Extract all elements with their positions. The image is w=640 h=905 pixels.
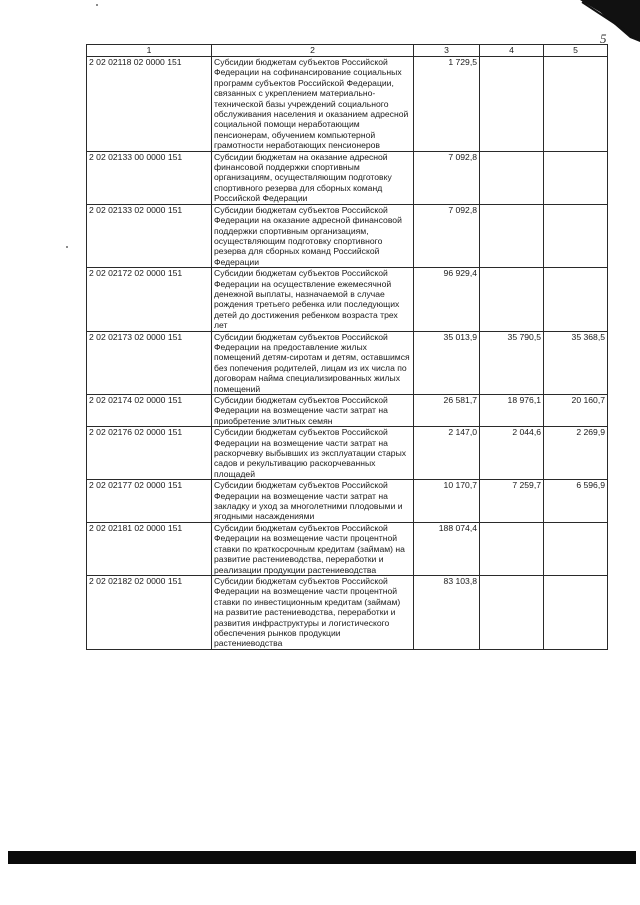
scan-speck xyxy=(66,246,68,248)
row-col3: 83 103,8 xyxy=(414,575,480,649)
page-number: 5 xyxy=(600,31,607,46)
row-col4 xyxy=(480,57,544,152)
row-col5 xyxy=(544,575,608,649)
row-col5 xyxy=(544,522,608,575)
row-name: Субсидии бюджетам субъектов Российской Федерации на возмещение части процентной ставки по краткосрочным кредитам (займам) на развитие растениеводства, переработки и реализации продукции растениеводства xyxy=(212,522,414,575)
scan-corner-mark xyxy=(580,0,640,42)
row-col3: 35 013,9 xyxy=(414,331,480,394)
header-col-4: 4 xyxy=(480,45,544,57)
row-col4: 7 259,7 xyxy=(480,480,544,523)
header-col-2: 2 xyxy=(212,45,414,57)
row-name: Субсидии бюджетам субъектов Российской Федерации на возмещение части затрат на закладку и уход за многолетними плодовыми и ягодными насаждениями xyxy=(212,480,414,523)
row-col4: 2 044,6 xyxy=(480,427,544,480)
budget-table xyxy=(86,44,608,650)
row-col5 xyxy=(544,151,608,204)
scan-speck xyxy=(96,4,98,6)
table-row xyxy=(87,395,608,427)
row-code: 2 02 02173 02 0000 151 xyxy=(87,331,212,394)
table-row xyxy=(87,204,608,267)
row-col5: 35 368,5 xyxy=(544,331,608,394)
row-col4 xyxy=(480,522,544,575)
row-code: 2 02 02177 02 0000 151 xyxy=(87,480,212,523)
row-code: 2 02 02181 02 0000 151 xyxy=(87,522,212,575)
row-code: 2 02 02118 02 0000 151 xyxy=(87,57,212,152)
row-name: Субсидии бюджетам субъектов Российской Федерации на осуществление ежемесячной денежной выплаты, назначаемой в случае рождения третьего ребенка или последующих детей до достижения ребенком возраста трех лет xyxy=(212,268,414,331)
row-col4 xyxy=(480,151,544,204)
row-col4 xyxy=(480,204,544,267)
table-row xyxy=(87,268,608,331)
table-row xyxy=(87,151,608,204)
row-col3: 96 929,4 xyxy=(414,268,480,331)
table-row xyxy=(87,575,608,649)
row-col3: 10 170,7 xyxy=(414,480,480,523)
row-col5: 2 269,9 xyxy=(544,427,608,480)
row-col3: 7 092,8 xyxy=(414,204,480,267)
row-col5: 6 596,9 xyxy=(544,480,608,523)
row-col5: 20 160,7 xyxy=(544,395,608,427)
row-col3: 1 729,5 xyxy=(414,57,480,152)
row-name: Субсидии бюджетам субъектов Российской Федерации на софинансирование социальных программ субъектов Российской Федерации, связанных с укреплением материально-технической базы учреждений социального обслуживания населения и оказанием адресной социальной помощи неработающим пенсионерам, обучением компьютерной грамотности неработающих пенсионеров xyxy=(212,57,414,152)
table-row xyxy=(87,480,608,523)
table-row xyxy=(87,427,608,480)
row-code: 2 02 02172 02 0000 151 xyxy=(87,268,212,331)
row-col5 xyxy=(544,57,608,152)
header-col-3: 3 xyxy=(414,45,480,57)
row-name: Субсидии бюджетам субъектов Российской Федерации на возмещение части затрат на раскорчевку выбывших из эксплуатации старых садов и рекультивацию раскорчеванных площадей xyxy=(212,427,414,480)
row-col5 xyxy=(544,268,608,331)
row-name: Субсидии бюджетам субъектов Российской Федерации на возмещение части затрат на приобретение элитных семян xyxy=(212,395,414,427)
row-col4: 18 976,1 xyxy=(480,395,544,427)
row-col3: 188 074,4 xyxy=(414,522,480,575)
row-name: Субсидии бюджетам субъектов Российской Федерации на предоставление жилых помещений детям-сиротам и детям, оставшимся без попечения родителей, лицам из их числа по договорам найма специализированных жилых помещений xyxy=(212,331,414,394)
row-code: 2 02 02133 00 0000 151 xyxy=(87,151,212,204)
row-code: 2 02 02174 02 0000 151 xyxy=(87,395,212,427)
row-code: 2 02 02133 02 0000 151 xyxy=(87,204,212,267)
header-col-5: 5 xyxy=(544,45,608,57)
scan-edge-bar xyxy=(8,851,636,864)
table-header-row xyxy=(87,45,608,57)
row-name: Субсидии бюджетам субъектов Российской Федерации на возмещение части процентной ставки по инвестиционным кредитам (займам) на развитие растениеводства, переработки и развития инфраструктуры и логистического обеспечения рынков продукции растениеводства xyxy=(212,575,414,649)
row-col4: 35 790,5 xyxy=(480,331,544,394)
table-row xyxy=(87,57,608,152)
table-row xyxy=(87,522,608,575)
table-row xyxy=(87,331,608,394)
row-col3: 2 147,0 xyxy=(414,427,480,480)
row-col3: 7 092,8 xyxy=(414,151,480,204)
row-col4 xyxy=(480,268,544,331)
row-col3: 26 581,7 xyxy=(414,395,480,427)
row-col5 xyxy=(544,204,608,267)
header-col-1: 1 xyxy=(87,45,212,57)
row-code: 2 02 02176 02 0000 151 xyxy=(87,427,212,480)
row-col4 xyxy=(480,575,544,649)
row-name: Субсидии бюджетам на оказание адресной финансовой поддержки спортивным организациям, осуществляющим подготовку спортивного резерва для сборных команд Российской Федерации xyxy=(212,151,414,204)
row-code: 2 02 02182 02 0000 151 xyxy=(87,575,212,649)
row-name: Субсидии бюджетам субъектов Российской Федерации на оказание адресной финансовой поддержки спортивным организациям, осуществляющим подготовку спортивного резерва для сборных команд Российской Федерации xyxy=(212,204,414,267)
